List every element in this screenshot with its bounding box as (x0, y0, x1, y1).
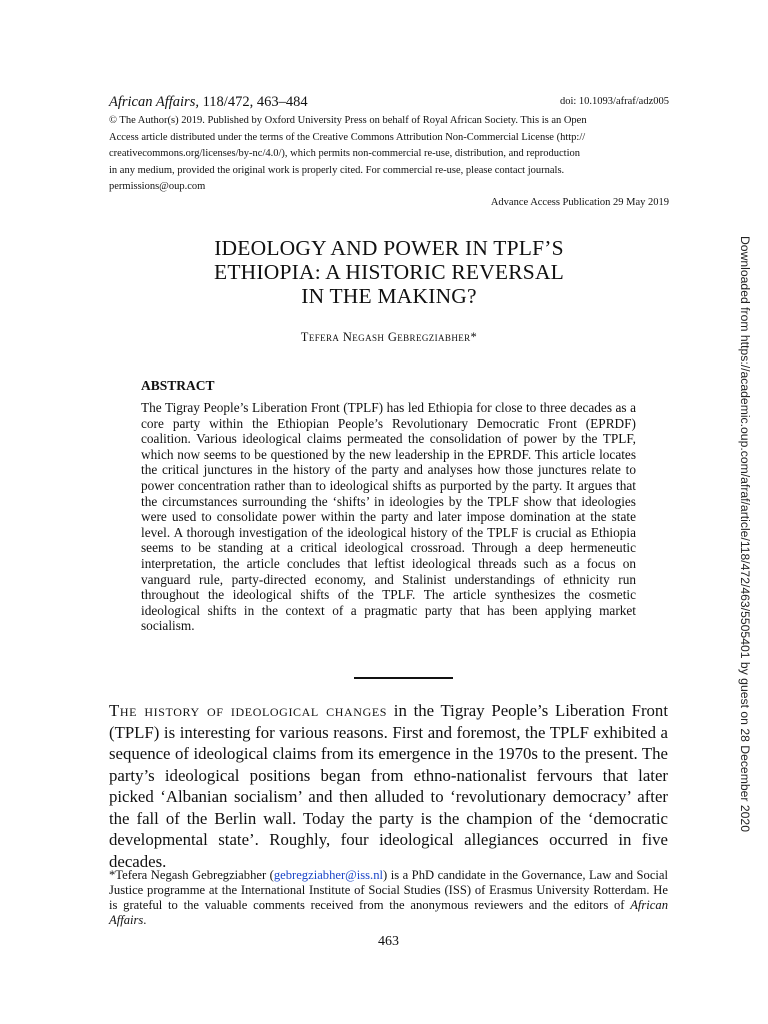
download-watermark: Downloaded from https://academic.oup.com/afraf/article/118/472/463/5505401 by guest on 28 December 2020 (738, 236, 752, 832)
title-line: IDEOLOGY AND POWER IN TPLF’S (214, 236, 564, 260)
author-footnote (109, 868, 668, 928)
footnote-journal: African Affairs (109, 898, 668, 927)
license-notice (109, 113, 669, 196)
license-line: creativecommons.org/licenses/by-nc/4.0/), which permits non-commercial re-use, distribution, and reproduction (109, 148, 581, 160)
license-line: permissions@oup.com (109, 181, 206, 193)
author-name: Tefera Negash Gebregziabher* (300, 330, 478, 344)
title-line: IN THE MAKING? (301, 284, 477, 308)
journal-name: African Affairs, (109, 94, 199, 110)
title-line: ETHIOPIA: A HISTORIC REVERSAL (213, 260, 565, 284)
doi-label: doi: 10.1093/afraf/adz005 (559, 96, 669, 107)
footnote-prefix: *Tefera Negash Gebregziabher ( (109, 868, 274, 882)
lead-in-small-caps: The history of ideological changes (109, 701, 388, 720)
license-line: Access article distributed under the terms of the Creative Commons Attribution Non-Commercial License (http:// (109, 131, 586, 143)
footnote-suffix: . (143, 913, 147, 927)
article-title (109, 236, 669, 308)
page-number: 463 (378, 934, 399, 949)
footnote-middle: ) is a PhD candidate in the Governance, Law and Social Justice programme at the International Institute of Social Studies (ISS) of Erasmus University Rotterdam. He is grateful to the valuable comments received from the anonymous reviewers and the editors of (109, 868, 669, 912)
advance-access-date: Advance Access Publication 29 May 2019 (490, 197, 669, 208)
license-line: © The Author(s) 2019. Published by Oxford University Press on behalf of Royal African Society. This is an Open (109, 115, 587, 126)
abstract-text: The Tigray People’s Liberation Front (TPLF) has led Ethiopia for close to three decades as a core party within the Ethiopian People’s Revolutionary Democratic Front (EPRDF) coalition. Various ideological claims permeated the consolidation of power by the TPLF, which now seems to be questioned by the new leadership in the EPRDF. This article locates the critical junctures in the history of the party and analyses how those junctures relate to power concentration rather than to ideological shifts as purported by the party. It argues that the circumstances surrounding the ‘shifts’ in ideologies by the TPLF show that ideologies were used to consolidate power within the party and later impose domination at the state level. A thorough investigation of the ideological history of the TPLF is crucial as Ethiopia seems to be standing at a critical ideological crossroad. Through a deep hermeneutic interpretation, the article concludes that leftist ideological threads such as a focus on vanguard rule, party-directed economy, and Stalinist understandings of ethnicity run throughout the ideological shifts of the TPLF. The article synthesizes the cosmetic ideological shifts in the context of a pragmatic party that has been applying market socialism. (141, 400, 636, 634)
journal-volume: 118/472, 463–484 (198, 94, 308, 110)
body-text: in the Tigray People’s Liberation Front (TPLF) is interesting for various reasons. First and foremost, the TPLF exhibited a sequence of ideological claims from its emergence in the 1970s to the present. The party’s ideological positions began from ethno-nationalist fervours that later picked ‘Albanian socialism’ and then alluded to ‘revolutionary democracy’ after the fall of the Berlin wall. Today the party is the champion of the ‘democratic developmental state’. Roughly, four ideological allegiances occurred in five decades. (109, 701, 668, 871)
license-line: in any medium, provided the original work is properly cited. For commercial re-use, please contact journals. (109, 164, 565, 176)
author-email-link[interactable]: gebregziabher@iss.nl (273, 868, 384, 882)
journal-header (109, 94, 669, 111)
section-divider (354, 677, 453, 679)
body-paragraph (109, 700, 668, 872)
abstract-heading: ABSTRACT (141, 378, 215, 393)
